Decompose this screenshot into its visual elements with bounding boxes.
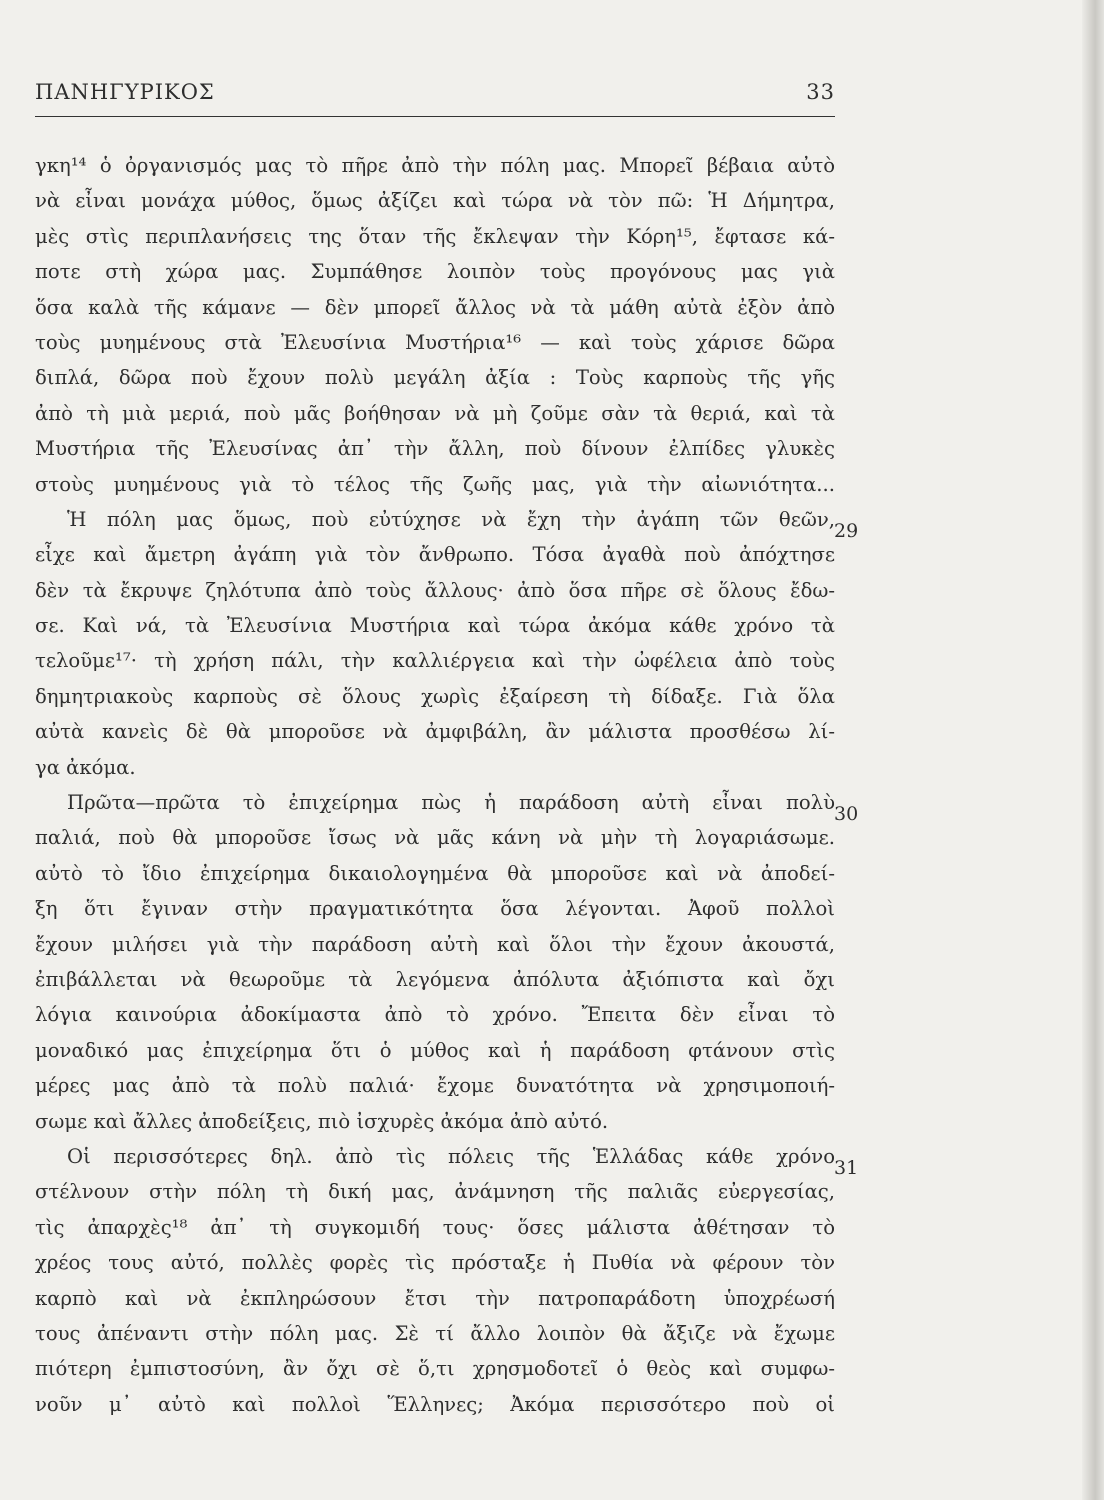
margin-paragraph-number: 29: [834, 520, 859, 542]
text-line: τὶς ἀπαρχὲς¹⁸ ἀπ᾽ τὴ συγκομιδή τους· ὅσες μάλιστα ἀθέτησαν τὸ: [35, 1215, 835, 1239]
running-title: ΠΑΝΗΓΥΡΙΚΟΣ: [35, 80, 215, 104]
text-line: διπλά, δῶρα ποὺ ἔχουν πολὺ μεγάλη ἀξία : Τοὺς καρποὺς τῆς γῆς: [35, 366, 835, 390]
text-line: Οἱ περισσότερες δηλ. ἀπὸ τὶς πόλεις τῆς Ἑλλάδας κάθε χρόνο: [67, 1144, 835, 1168]
text-line: ἐπιβάλλεται νὰ θεωροῦμε τὰ λεγόμενα ἀπόλυτα ἀξιόπιστα καὶ ὄχι: [35, 967, 835, 991]
header-rule: [35, 116, 835, 117]
text-line: νὰ εἶναι μονάχα μύθος, ὅμως ἀξίζει καὶ τώρα νὰ τὸν πῶ: Ἡ Δήμητρα,: [35, 189, 835, 213]
body-text: [35, 148, 835, 1422]
text-line: σε. Καὶ νά, τὰ Ἐλευσίνια Μυστήρια καὶ τώρα ἀκόμα κάθε χρόνο τὰ: [35, 614, 835, 638]
margin-paragraph-number: 30: [834, 803, 859, 825]
text-line: νοῦν μ᾽ αὐτὸ καὶ πολλοὶ Ἕλληνες; Ἀκόμα περισσότερο ποὺ οἱ: [35, 1392, 835, 1416]
text-line: γα ἀκόμα.: [35, 755, 136, 779]
text-line: αὐτὸ τὸ ἴδιο ἐπιχείρημα δικαιολογημένα θὰ μποροῦσε καὶ νὰ ἀποδεί-: [35, 861, 835, 885]
text-line: παλιά, ποὺ θὰ μποροῦσε ἴσως νὰ μᾶς κάνη νὰ μὴν τὴ λογαριάσωμε.: [35, 826, 835, 850]
text-line: ὅσα καλὰ τῆς κάμανε — δὲν μπορεῖ ἄλλος νὰ τὰ μάθη αὐτὰ ἐξὸν ἀπὸ: [35, 295, 835, 319]
text-line: δὲν τὰ ἔκρυψε ζηλότυπα ἀπὸ τοὺς ἄλλους· ἀπὸ ὅσα πῆρε σὲ ὅλους ἔδω-: [35, 578, 835, 602]
text-line: αὐτὰ κανεὶς δὲ θὰ μποροῦσε νὰ ἀμφιβάλη, ἂν μάλιστα προσθέσω λί-: [35, 720, 835, 744]
text-line: ἀπὸ τὴ μιὰ μεριά, ποὺ μᾶς βοήθησαν νὰ μὴ ζοῦμε σὰν τὰ θεριά, καὶ τὰ: [35, 401, 835, 425]
text-line: δημητριακοὺς καρποὺς σὲ ὅλους χωρὶς ἐξαίρεση τὴ δίδαξε. Γιὰ ὅλα: [35, 684, 835, 708]
text-line: ξη ὅτι ἔγιναν στὴν πραγματικότητα ὅσα λέγονται. Ἀφοῦ πολλοὶ: [35, 897, 835, 921]
text-line: τους ἀπέναντι στὴν πόλη μας. Σὲ τί ἄλλο λοιπὸν θὰ ἄξιζε νὰ ἔχωμε: [35, 1321, 835, 1345]
text-line: τοὺς μυημένους στὰ Ἐλευσίνια Μυστήρια¹⁶ — καὶ τοὺς χάρισε δῶρα: [35, 330, 835, 354]
margin-paragraph-number: 31: [834, 1157, 859, 1179]
text-line: στέλνουν στὴν πόλη τὴ δική μας, ἀνάμνηση τῆς παλιᾶς εὐεργεσίας,: [35, 1180, 835, 1204]
text-line: πιότερη ἐμπιστοσύνη, ἂν ὄχι σὲ ὅ,τι χρησμοδοτεῖ ὁ θεὸς καὶ συμφω-: [35, 1357, 835, 1381]
text-line: Ἡ πόλη μας ὅμως, ποὺ εὐτύχησε νὰ ἔχη τὴν ἀγάπη τῶν θεῶν,: [67, 507, 835, 531]
text-line: στοὺς μυημένους γιὰ τὸ τέλος τῆς ζωῆς μας, γιὰ τὴν αἰωνιότητα...: [35, 472, 835, 496]
text-line: Μυστήρια τῆς Ἐλευσίνας ἀπ᾽ τὴν ἄλλη, ποὺ δίνουν ἐλπίδες γλυκὲς: [35, 437, 835, 461]
text-line: μοναδικό μας ἐπιχείρημα ὅτι ὁ μύθος καὶ ἡ παράδοση φτάνουν στὶς: [35, 1038, 835, 1062]
text-line: χρέος τους αὐτό, πολλὲς φορὲς τὶς πρόσταξε ἡ Πυθία νὰ φέρουν τὸν: [35, 1251, 835, 1275]
text-line: εἶχε καὶ ἄμετρη ἀγάπη γιὰ τὸν ἄνθρωπο. Τόσα ἀγαθὰ ποὺ ἀπόχτησε: [35, 543, 835, 567]
text-line: Πρῶτα—πρῶτα τὸ ἐπιχείρημα πὼς ἡ παράδοση αὐτὴ εἶναι πολὺ: [67, 791, 835, 815]
page-number: 33: [806, 80, 835, 104]
text-line: σωμε καὶ ἄλλες ἀποδείξεις, πιὸ ἰσχυρὲς ἀκόμα ἀπὸ αὐτό.: [35, 1109, 609, 1133]
text-line: ἔχουν μιλήσει γιὰ τὴν παράδοση αὐτὴ καὶ ὅλοι τὴν ἔχουν ἀκουστά,: [35, 932, 835, 956]
text-line: ποτε στὴ χώρα μας. Συμπάθησε λοιπὸν τοὺς προγόνους μας γιὰ: [35, 260, 835, 284]
text-line: τελοῦμε¹⁷· τὴ χρήση πάλι, τὴν καλλιέργεια καὶ τὴν ὠφέλεια ἀπὸ τοὺς: [35, 649, 835, 673]
text-line: μέρες μας ἀπὸ τὰ πολὺ παλιά· ἔχομε δυνατότητα νὰ χρησιμοποιή-: [35, 1074, 835, 1098]
text-line: λόγια καινούρια ἀδοκίμαστα ἀπὸ τὸ χρόνο. Ἔπειτα δὲν εἶναι τὸ: [35, 1003, 835, 1027]
page-edge-shadow: [1082, 0, 1104, 1500]
running-header: [35, 80, 835, 116]
text-line: γκη¹⁴ ὁ ὀργανισμός μας τὸ πῆρε ἀπὸ τὴν πόλη μας. Μπορεῖ βέβαια αὐτὸ: [35, 154, 835, 177]
text-line: μὲς στὶς περιπλανήσεις της ὅταν τῆς ἔκλεψαν τὴν Κόρη¹⁵, ἔφτασε κά-: [35, 224, 835, 248]
text-line: καρπὸ καὶ νὰ ἐκπληρώσουν ἔτσι τὴν πατροπαράδοτη ὑποχρέωσή: [35, 1286, 835, 1310]
